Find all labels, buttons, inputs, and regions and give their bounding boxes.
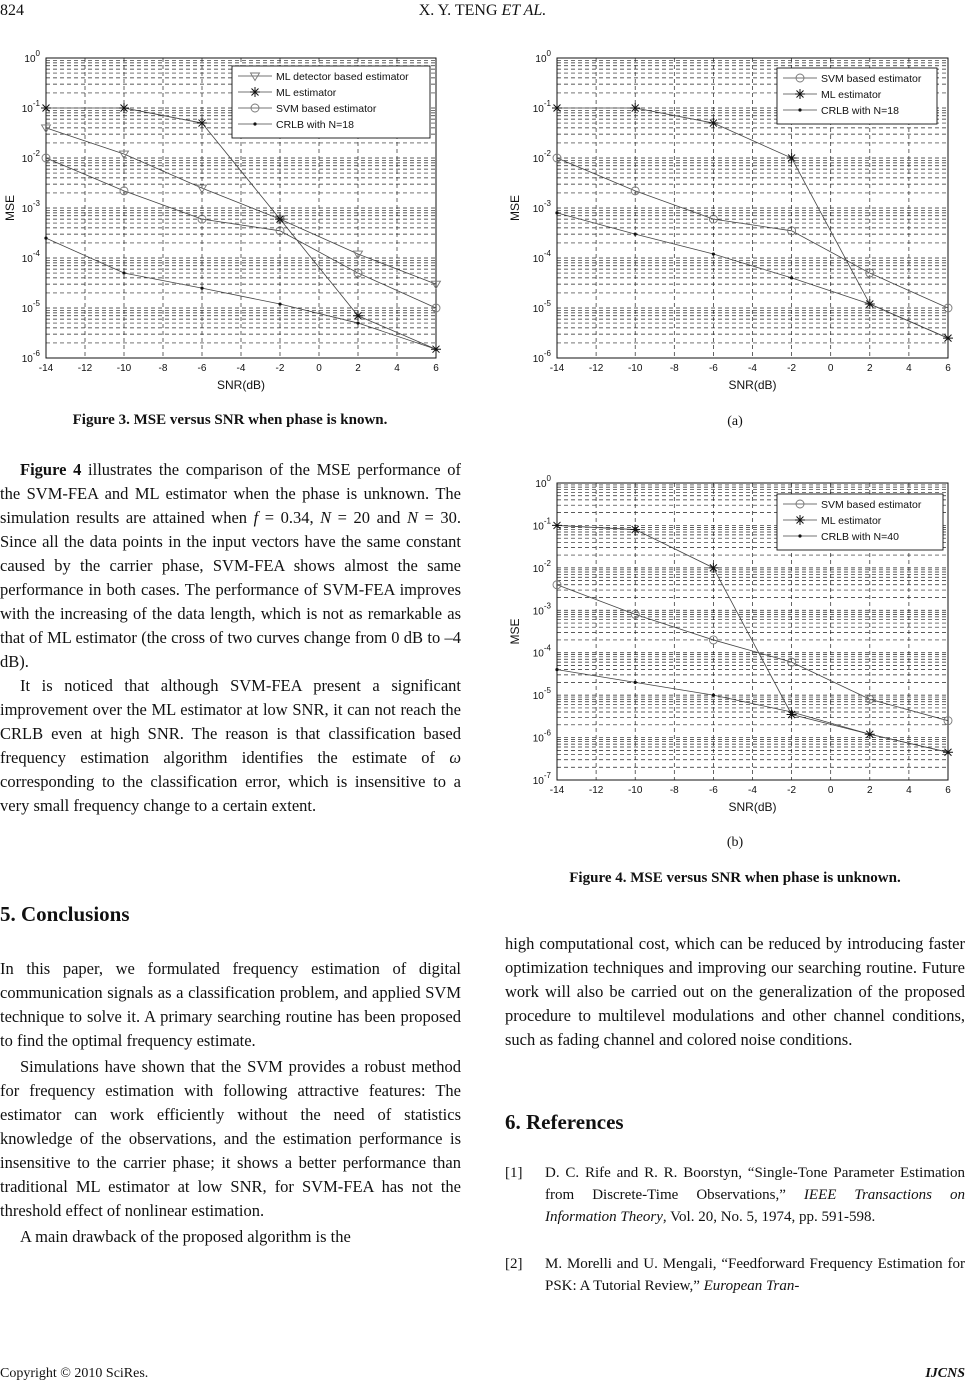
reference-text — [545, 1162, 965, 1228]
legend-label: CRLB with N=18 — [821, 105, 899, 117]
paragraph-conclusions-1: In this paper, we formulated frequency estimation of digital communication signals as a classification problem, and applied SVM technique to solve it. A primary searching routine has been proposed to find the optimal frequency estimate. — [0, 959, 461, 1050]
running-title-authors: X. Y. TENG — [418, 2, 498, 19]
tick-base: 10 — [535, 54, 547, 65]
tick-base: 10 — [535, 479, 547, 490]
tick-exponent: -7 — [543, 771, 551, 780]
y-tick-label — [22, 299, 41, 315]
text-run: = 20 and — [331, 508, 407, 527]
text-run: = 30. Since all the data points in the input vectors have the same constant caused by the carrier phase, SVM-FEA shows almost the same performance in both cases. The performance of SVM-FEA improves with the increasing of the data length, which is not as remarkable as that of ML estimator (the cross of two curves change from 0 dB to –4 dB). — [0, 508, 461, 671]
x-tick-label: -2 — [787, 363, 797, 374]
x-tick-label: -10 — [627, 785, 643, 796]
x-tick-label: -8 — [669, 785, 679, 796]
tick-base: 10 — [532, 304, 544, 315]
tick-base: 10 — [21, 204, 33, 215]
legend-marker — [253, 122, 256, 125]
footer-copyright: Copyright © 2010 SciRes. — [0, 1366, 149, 1381]
legend-label: CRLB with N=40 — [821, 531, 899, 543]
x-tick-label: -12 — [588, 785, 604, 796]
data-point — [790, 710, 793, 713]
x-tick-label: -12 — [77, 363, 93, 374]
x-tick-label: 0 — [827, 363, 834, 374]
chart-svg — [0, 40, 450, 400]
x-tick-label: 4 — [906, 785, 912, 796]
tick-exponent: -2 — [543, 149, 551, 158]
data-point — [353, 311, 363, 321]
footer-journal: IJCNS — [925, 1366, 965, 1381]
y-tick-label — [533, 349, 552, 365]
y-tick-label — [533, 644, 552, 660]
x-tick-label: 2 — [867, 363, 873, 374]
x-tick-label: 2 — [867, 785, 873, 796]
left-column-text-bottom — [0, 957, 461, 1249]
legend-label: SVM based estimator — [821, 73, 922, 85]
x-tick-label: -6 — [708, 363, 718, 374]
x-tick-label: 0 — [827, 785, 834, 796]
tick-base: 10 — [532, 776, 544, 787]
data-point — [868, 302, 871, 305]
y-tick-label — [533, 729, 552, 745]
data-point — [712, 252, 715, 255]
running-title-et-al: ET AL. — [501, 2, 547, 19]
legend-marker — [795, 515, 805, 525]
tick-exponent: -6 — [543, 728, 551, 738]
data-point — [946, 751, 949, 754]
figure-4b-chart — [505, 468, 960, 823]
x-tick-label: -8 — [669, 363, 679, 374]
series-ml-estimator — [552, 103, 953, 343]
y-tick-label — [22, 199, 41, 215]
tick-base: 10 — [21, 154, 33, 165]
legend-marker — [798, 108, 801, 111]
data-point — [868, 733, 871, 736]
tick-base: 10 — [532, 606, 544, 618]
symbol-omega: ω — [449, 748, 461, 767]
tick-exponent: -1 — [543, 516, 551, 526]
reference-number: [2] — [505, 1256, 523, 1272]
y-tick-label — [533, 516, 552, 532]
data-point — [708, 118, 718, 128]
data-point — [356, 321, 359, 324]
data-point — [119, 103, 129, 113]
y-axis-label: MSE — [508, 618, 522, 645]
y-tick-label — [535, 49, 551, 65]
legend-marker — [798, 534, 801, 537]
x-tick-label: -4 — [236, 363, 246, 374]
tick-exponent: 0 — [546, 49, 551, 58]
x-tick-label: 6 — [945, 785, 951, 796]
symbol-n: N — [406, 508, 418, 527]
data-point — [946, 337, 949, 340]
y-tick-label — [533, 99, 552, 115]
tick-exponent: -1 — [32, 99, 40, 108]
x-tick-label: -4 — [748, 363, 757, 374]
text-run: D. C. Rife and R. R. Boorstyn, “Single-Tone Parameter Estimation from Discrete-Time Observations,” — [545, 1165, 965, 1203]
chart-svg — [505, 40, 960, 400]
tick-exponent: -6 — [543, 349, 551, 358]
tick-base: 10 — [532, 648, 544, 660]
text-run: It is noticed that although SVM-FEA present a significant improvement over the ML estimator at low SNR, it can not reach the CRLB even at high SNR. The reason is that classification based frequency estimation algorithm identifies the estimate of — [0, 676, 461, 767]
figure-4b-label: (b) — [726, 835, 744, 850]
reference-text — [545, 1253, 965, 1297]
symbol-n: N — [320, 508, 332, 527]
tick-exponent: -1 — [543, 99, 551, 108]
tick-base: 10 — [532, 254, 544, 265]
data-point — [634, 233, 637, 236]
x-tick-label: -14 — [549, 363, 565, 374]
y-tick-label — [533, 771, 552, 787]
tick-base: 10 — [24, 54, 36, 65]
legend-label: ML estimator — [276, 87, 337, 99]
section-heading-references: 6. References — [505, 1110, 624, 1134]
tick-base: 10 — [21, 254, 33, 265]
tick-exponent: -5 — [32, 299, 40, 308]
data-point — [200, 287, 203, 290]
y-tick-label — [533, 559, 552, 575]
data-point — [708, 563, 718, 573]
tick-exponent: -3 — [543, 199, 551, 208]
paragraph-figure4 — [0, 458, 461, 674]
y-tick-label — [533, 249, 552, 265]
y-tick-label — [22, 349, 41, 365]
right-column-text — [505, 932, 965, 1052]
tick-base: 10 — [532, 104, 544, 115]
tick-base: 10 — [21, 104, 33, 115]
x-tick-label: 4 — [906, 363, 912, 374]
section-heading-conclusions: 5. Conclusions — [0, 902, 130, 926]
running-title — [0, 2, 965, 20]
reference-2 — [505, 1253, 965, 1297]
y-tick-label — [533, 199, 552, 215]
y-axis-label: MSE — [3, 194, 17, 222]
tick-base: 10 — [532, 204, 544, 215]
data-point — [197, 118, 207, 128]
data-point — [790, 276, 793, 279]
tick-exponent: 0 — [35, 49, 40, 58]
x-axis-label: SNR(dB) — [216, 378, 266, 392]
y-tick-label — [22, 149, 41, 165]
figure-3-caption: Figure 3. MSE versus SNR when phase is known. — [72, 412, 388, 428]
paragraph-drawback-continued: high computational cost, which can be reduced by introducing faster optimization techniques and improving our searching routine. Future work will also be carried out on the generalization of the proposed procedure to multilevel modulations and other channel conditions, such as fading channel and colored noise conditions. — [505, 934, 965, 1049]
legend-label: CRLB with N=18 — [276, 119, 354, 131]
y-axis-label: MSE — [508, 194, 522, 222]
legend-label: ML estimator — [821, 89, 882, 101]
reference-number: [1] — [505, 1165, 523, 1181]
journal-name: European Tran- — [703, 1278, 800, 1294]
chart-svg — [505, 468, 960, 823]
text-run: , Vol. 20, No. 5, 1974, pp. 591-598. — [662, 1209, 876, 1225]
data-point — [275, 214, 285, 224]
tick-exponent: -2 — [32, 149, 40, 158]
y-tick-label — [22, 99, 41, 115]
x-tick-label: 2 — [355, 363, 361, 374]
tick-base: 10 — [532, 154, 544, 165]
x-axis-label: SNR(dB) — [728, 800, 777, 814]
y-tick-label — [533, 686, 552, 702]
data-point — [555, 668, 558, 671]
tick-exponent: -3 — [32, 199, 40, 208]
data-point — [634, 681, 637, 684]
legend-label: SVM based estimator — [821, 499, 922, 511]
tick-exponent: -4 — [543, 643, 551, 653]
text-run: illustrates the comparison of the MSE performance of the SVM-FEA and ML estimator when the phase is unknown. The simulation results are attained when — [0, 460, 461, 527]
x-tick-label: -12 — [588, 363, 604, 374]
x-tick-label: 0 — [316, 363, 322, 374]
tick-exponent: -5 — [543, 686, 551, 696]
tick-base: 10 — [532, 733, 544, 745]
x-axis-label: SNR(dB) — [728, 378, 777, 392]
data-point — [552, 103, 562, 113]
y-tick-label — [533, 601, 552, 617]
x-tick-label: -14 — [549, 785, 565, 796]
x-tick-label: 6 — [433, 363, 439, 374]
tick-exponent: -2 — [543, 558, 551, 568]
figure-4a-chart — [505, 40, 960, 400]
x-tick-label: -10 — [116, 363, 132, 374]
tick-base: 10 — [21, 354, 33, 365]
data-point — [712, 694, 715, 697]
paragraph-conclusions-3: A main drawback of the proposed algorithm is the — [20, 1227, 351, 1246]
journal-name: IEEE Transactions on Information Theory — [545, 1187, 965, 1225]
legend-marker — [795, 89, 805, 99]
left-column-text-top — [0, 458, 461, 818]
x-tick-label: 6 — [945, 363, 951, 374]
tick-base: 10 — [532, 521, 544, 533]
y-tick-label — [22, 249, 41, 265]
data-point — [787, 153, 797, 163]
data-point — [44, 237, 47, 240]
data-point — [555, 211, 558, 214]
paragraph-conclusions-2: Simulations have shown that the SVM provides a robust method for frequency estimation with following attractive features: The estimator can work efficiently without the need of statistics knowledge of the observations, and the estimation performance is insensitive to the carrier phase; it shows a better performance than traditional ML estimator at low SNR, for SVM-FEA has not the threshold effect of nonlinear estimation. — [0, 1057, 461, 1220]
legend-label: SVM based estimator — [276, 103, 377, 115]
data-point — [41, 103, 51, 113]
x-tick-label: -6 — [197, 363, 207, 374]
figure-4a-label: (a) — [727, 414, 743, 429]
x-tick-label: -6 — [708, 785, 718, 796]
y-tick-label — [533, 149, 552, 165]
legend-label: ML estimator — [821, 515, 882, 527]
x-tick-label: -2 — [275, 363, 285, 374]
x-tick-label: -10 — [627, 363, 643, 374]
x-tick-label: -8 — [158, 363, 168, 374]
text-run: = 0.34, — [258, 508, 321, 527]
x-tick-label: -2 — [787, 785, 797, 796]
symbol-f: f — [253, 508, 259, 527]
legend-label: ML detector based estimator — [276, 71, 409, 83]
data-point — [122, 271, 125, 274]
x-tick-label: -14 — [38, 363, 54, 374]
tick-base: 10 — [21, 304, 33, 315]
figure-4-caption: Figure 4. MSE versus SNR when phase is unknown. — [569, 870, 901, 886]
tick-base: 10 — [532, 691, 544, 703]
x-tick-label: 4 — [394, 363, 400, 374]
data-point — [434, 348, 437, 351]
data-point — [630, 103, 640, 113]
figure-4-ref: Figure 4 — [20, 460, 82, 479]
y-tick-label — [24, 49, 40, 65]
tick-exponent: -3 — [543, 601, 551, 611]
paragraph-noticed — [0, 674, 461, 818]
data-point — [630, 525, 640, 535]
tick-exponent: -5 — [543, 299, 551, 308]
tick-exponent: -6 — [32, 349, 40, 358]
figure-3-chart — [0, 40, 450, 400]
tick-exponent: -4 — [32, 249, 40, 258]
tick-exponent: -4 — [543, 249, 551, 258]
y-tick-label — [533, 299, 552, 315]
page-number: 824 — [0, 2, 24, 19]
y-tick-label — [535, 474, 551, 490]
tick-exponent: 0 — [546, 474, 551, 483]
data-point — [552, 520, 562, 530]
tick-base: 10 — [532, 354, 544, 365]
text-run: corresponding to the classification error, which is insensitive to a very small frequency change to a certain extent. — [0, 772, 461, 815]
tick-base: 10 — [532, 563, 544, 575]
legend-marker — [250, 87, 260, 97]
data-point — [278, 302, 281, 305]
x-tick-label: -4 — [748, 785, 757, 796]
text-run: M. Morelli and U. Mengali, “Feedforward Frequency Estimation for PSK: A Tutorial Review,” — [545, 1256, 965, 1294]
reference-1 — [505, 1162, 965, 1228]
